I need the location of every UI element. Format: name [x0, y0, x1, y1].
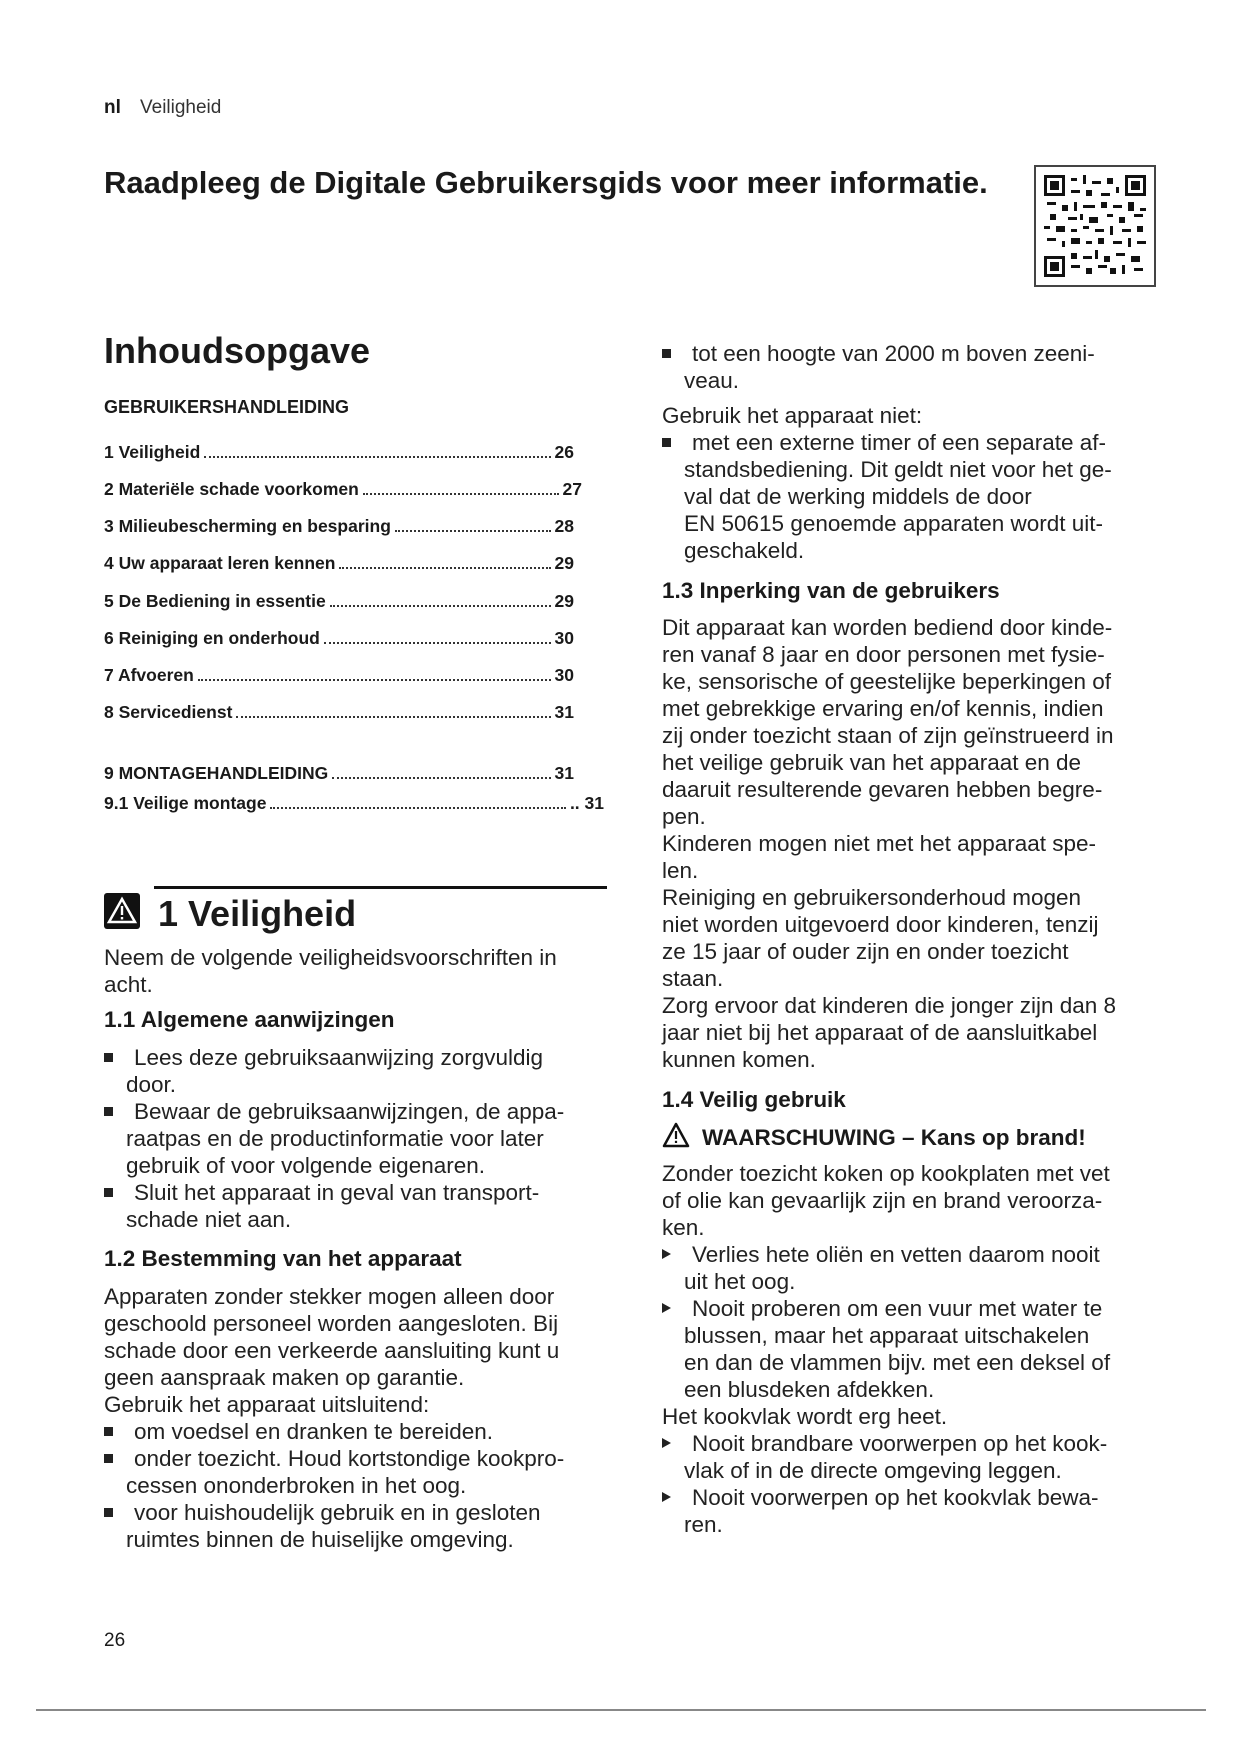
toc-item[interactable]	[104, 763, 574, 784]
arrow-right-icon	[662, 1492, 671, 1502]
section-title: 1 Veiligheid	[158, 893, 357, 934]
toc-item[interactable]	[104, 628, 574, 649]
toc-subtitle: GEBRUIKERSHANDLEIDING	[104, 397, 350, 417]
text-line: Kinderen mogen niet met het apparaat spe-	[662, 831, 1097, 856]
text-line: ze 15 jaar of ouder zijn en onder toezicht	[662, 939, 1069, 964]
text-line: veau.	[684, 368, 740, 393]
text-line: vlak of in de directe omgeving leggen.	[684, 1458, 1062, 1483]
toc-leader	[204, 456, 550, 458]
toc-item-page: 28	[554, 516, 574, 536]
list-item	[662, 429, 1112, 564]
step-item	[662, 1295, 1110, 1403]
warning-heading: WAARSCHUWING – Kans op brand!	[702, 1125, 1086, 1150]
toc-item-label: 2 Materiële schade voorkomen	[104, 479, 359, 499]
text-line: een blusdeken afdekken.	[684, 1377, 935, 1402]
list-item	[662, 340, 1095, 394]
heading-1-3: 1.3 Inperking van de gebruikers	[662, 578, 1000, 603]
text-line: acht.	[104, 972, 153, 997]
bullet-square-icon	[104, 1508, 113, 1517]
toc-item-page: 31	[554, 763, 574, 783]
text-line: Neem de volgende veiligheidsvoorschriften in	[104, 945, 557, 970]
list-item	[104, 1044, 543, 1098]
text-line: Verlies hete oliën en vetten daarom nooit	[692, 1242, 1100, 1267]
bullet-square-icon	[662, 349, 671, 358]
text-line: onder toezicht. Houd kortstondige kookpro-	[134, 1446, 565, 1471]
toc-item-label: 1 Veiligheid	[104, 442, 201, 462]
toc-item-label: 9.1 Veilige montage	[104, 793, 267, 813]
text-line: cessen ononderbroken in het oog.	[126, 1473, 467, 1498]
heading-1-1: 1.1 Algemene aanwijzingen	[104, 1007, 395, 1032]
text-line: niet worden uitgevoerd door kinderen, tenzij	[662, 912, 1099, 937]
toc-item-label: 9 MONTAGEHANDLEIDING	[104, 763, 329, 783]
paragraph	[662, 1160, 1110, 1241]
warning-book-icon	[104, 893, 140, 929]
toc-item-label: 7 Afvoeren	[104, 665, 194, 685]
text-line: Nooit voorwerpen op het kookvlak bewa-	[692, 1485, 1099, 1510]
text-line: of olie kan gevaarlijk zijn en brand veroorza-	[662, 1188, 1103, 1213]
step-item	[662, 1430, 1107, 1484]
qr-code-icon	[1044, 175, 1146, 277]
arrow-right-icon	[662, 1303, 671, 1313]
text-line: tot een hoogte van 2000 m boven zeeni-	[692, 341, 1095, 366]
text-line: ren.	[684, 1512, 723, 1537]
digital-guide-banner: Raadpleeg de Digitale Gebruikersgids voor meer informatie.	[104, 165, 988, 200]
toc-item[interactable]	[104, 442, 574, 463]
toc-item-page: .. 31	[569, 793, 604, 813]
text-line: geen aanspraak maken op garantie.	[104, 1365, 465, 1390]
arrow-right-icon	[662, 1249, 671, 1259]
section-rule	[154, 886, 607, 889]
text-line: jaar niet bij het apparaat of de aansluitkabel	[662, 1020, 1098, 1045]
bullet-square-icon	[104, 1107, 113, 1116]
toc-leader	[339, 567, 550, 569]
text-line: Zorg ervoor dat kinderen die jonger zijn dan 8	[662, 993, 1117, 1018]
toc-leader	[395, 530, 551, 532]
bullet-square-icon	[104, 1454, 113, 1463]
text-line: ren vanaf 8 jaar en door personen met fysie-	[662, 642, 1105, 667]
toc-item-page: 26	[554, 442, 574, 462]
text-line: om voedsel en dranken te bereiden.	[134, 1419, 493, 1444]
toc-item[interactable]	[104, 702, 574, 723]
toc-item[interactable]	[104, 553, 574, 574]
text-line: voor huishoudelijk gebruik en in gesloten	[134, 1500, 541, 1525]
toc-item[interactable]	[104, 591, 574, 612]
text-line: daaruit resulterende gevaren hebben begre-	[662, 777, 1103, 802]
list-item	[104, 1418, 493, 1445]
text-line: Gebruik het apparaat uitsluitend:	[104, 1392, 430, 1417]
text-line: Reiniging en gebruikersonderhoud mogen	[662, 885, 1082, 910]
text-line: kunnen komen.	[662, 1047, 816, 1072]
toc-leader	[236, 716, 550, 718]
text-line: gebruik of voor volgende eigenaren.	[126, 1153, 486, 1178]
bullet-square-icon	[104, 1053, 113, 1062]
list-item	[104, 1499, 541, 1553]
text-line: Sluit het apparaat in geval van transport-	[134, 1180, 540, 1205]
text-line: val dat de werking middels de door	[684, 484, 1032, 509]
header-section: Veiligheid	[140, 97, 222, 118]
text-line: Lees deze gebruiksaanwijzing zorgvuldig	[134, 1045, 543, 1070]
toc-leader	[363, 493, 559, 495]
text-line: uit het oog.	[684, 1269, 796, 1294]
text-line: standsbediening. Dit geldt niet voor het ge-	[684, 457, 1112, 482]
text-line: ruimtes binnen de huiselijke omgeving.	[126, 1527, 514, 1552]
toc-item-label: 4 Uw apparaat leren kennen	[104, 553, 336, 573]
toc-item-page: 30	[554, 665, 574, 685]
step-item	[662, 1241, 1100, 1295]
toc-item[interactable]	[104, 793, 604, 814]
text-line: geschoold personeel worden aangesloten. Bij	[104, 1311, 559, 1336]
section-intro	[104, 944, 557, 998]
text-line: ken.	[662, 1215, 705, 1240]
text-line: Nooit brandbare voorwerpen op het kook-	[692, 1431, 1108, 1456]
text-line: blussen, maar het apparaat uitschakelen	[684, 1323, 1090, 1348]
toc-leader	[270, 807, 566, 809]
toc-item[interactable]	[104, 665, 574, 686]
paragraph: Gebruik het apparaat niet:	[662, 403, 923, 428]
list-item	[104, 1179, 539, 1233]
text-line: door.	[126, 1072, 177, 1097]
list-item	[104, 1445, 564, 1499]
text-line: Dit apparaat kan worden bediend door kinde-	[662, 615, 1113, 640]
text-line: schade door een verkeerde aansluiting kunt u	[104, 1338, 560, 1363]
bullet-square-icon	[662, 438, 671, 447]
qr-code	[1034, 165, 1156, 287]
text-line: raatpas en de productinformatie voor later	[126, 1126, 544, 1151]
toc-leader	[330, 605, 551, 607]
text-line: Zonder toezicht koken op kookplaten met vet	[662, 1161, 1110, 1186]
page-number: 26	[104, 1630, 126, 1651]
text-line: ke, sensorische of geestelijke beperkingen of	[662, 669, 1112, 694]
toc-leader	[324, 642, 551, 644]
text-line: zij onder toezicht staan of zijn geïnstrueerd in	[662, 723, 1114, 748]
step-item	[662, 1484, 1098, 1538]
text-line: staan.	[662, 966, 724, 991]
toc-item-label: 6 Reiniging en onderhoud	[104, 628, 320, 648]
toc-leader	[332, 777, 550, 779]
toc-item-label: 3 Milieubescherming en besparing	[104, 516, 391, 536]
text-line: geschakeld.	[684, 538, 805, 563]
text-line: Nooit proberen om een vuur met water te	[692, 1296, 1103, 1321]
toc-item[interactable]	[104, 479, 582, 500]
toc-item-page: 29	[554, 553, 574, 573]
toc-item-page: 30	[554, 628, 574, 648]
paragraph	[662, 614, 1116, 1073]
text-line: pen.	[662, 804, 706, 829]
text-line: met gebrekkige ervaring en/of kennis, indien	[662, 696, 1104, 721]
toc-item-page: 27	[562, 479, 582, 499]
text-line: Bewaar de gebruiksaanwijzingen, de appa-	[134, 1099, 565, 1124]
toc-item-page: 31	[554, 702, 574, 722]
text-line: Apparaten zonder stekker mogen alleen door	[104, 1284, 555, 1309]
header-language: nl	[104, 97, 121, 118]
heading-1-2: 1.2 Bestemming van het apparaat	[104, 1246, 462, 1271]
arrow-right-icon	[662, 1438, 671, 1448]
toc-title: Inhoudsopgave	[104, 330, 371, 371]
toc-item[interactable]	[104, 516, 574, 537]
bullet-square-icon	[104, 1188, 113, 1197]
text-line: en dan de vlammen bijv. met een deksel of	[684, 1350, 1111, 1375]
toc-item-page: 29	[554, 591, 574, 611]
toc-item-label: 5 De Bediening in essentie	[104, 591, 326, 611]
list-item	[104, 1098, 564, 1179]
toc-leader	[198, 679, 551, 681]
text-line: EN 50615 genoemde apparaten wordt uit-	[684, 511, 1104, 536]
paragraph: Het kookvlak wordt erg heet.	[662, 1404, 948, 1429]
heading-1-4: 1.4 Veilig gebruik	[662, 1087, 846, 1112]
toc-item-label: 8 Servicedienst	[104, 702, 233, 722]
bullet-square-icon	[104, 1427, 113, 1436]
text-line: het veilige gebruik van het apparaat en de	[662, 750, 1082, 775]
text-line: schade niet aan.	[126, 1207, 292, 1232]
warning-triangle-icon	[662, 1122, 690, 1153]
text-line: len.	[662, 858, 699, 883]
text-line: met een externe timer of een separate af-	[692, 430, 1106, 455]
paragraph	[104, 1283, 559, 1418]
footer-rule	[36, 1709, 1206, 1711]
